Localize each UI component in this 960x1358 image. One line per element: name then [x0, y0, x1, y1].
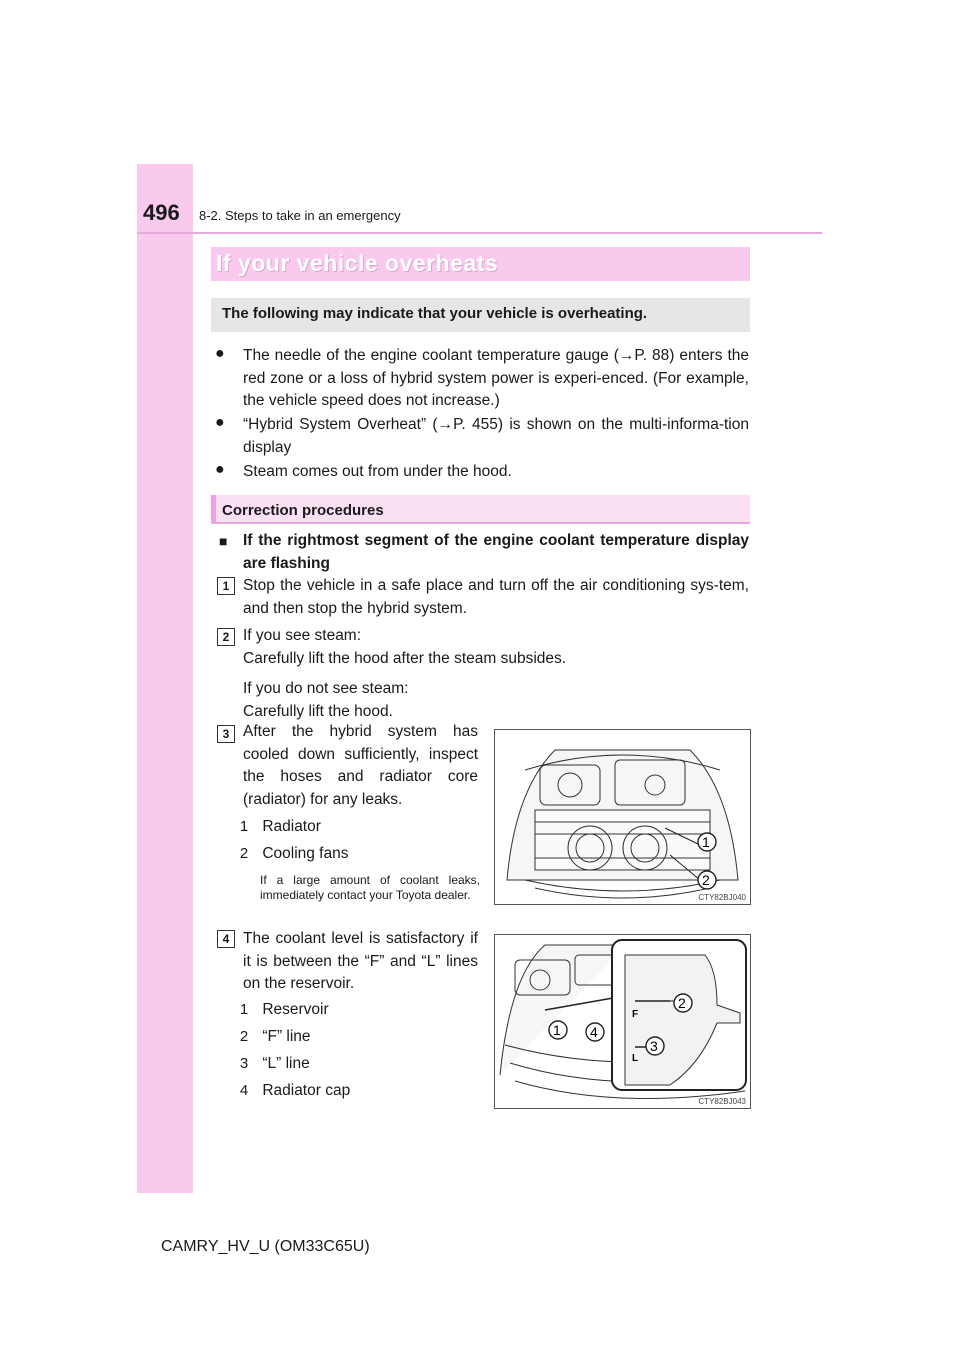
legend-item — [236, 816, 321, 839]
callout-4-label: 4 — [590, 1024, 598, 1040]
legend-item — [236, 1053, 310, 1076]
bullet-item: The needle of the engine coolant temperature gauge (→P. 88) enters the red zone or a loss of hybrid system power is experi-enced. (For example, the vehicle speed does not increase.) — [243, 347, 749, 409]
header-rule — [137, 232, 822, 234]
figure-id: CTY82BJ040 — [698, 893, 746, 902]
callout-2-label: 2 — [678, 995, 686, 1011]
legend-label: Radiator cap — [262, 1082, 351, 1099]
legend-num: 4 — [239, 1082, 249, 1099]
bullet-item: “Hybrid System Overheat” (→P. 455) is shown on the multi-informa-tion display — [243, 416, 749, 456]
legend-label: Reservoir — [262, 1001, 329, 1018]
legend-label: “L” line — [262, 1055, 310, 1072]
figure-id: CTY82BJ043 — [698, 1097, 746, 1106]
step-4-text: The coolant level is satisfactory if it is between the “F” and “L” lines on the reservoir. — [243, 930, 478, 992]
square-glyph: ■ — [219, 533, 228, 549]
engine-bay-illustration — [495, 730, 750, 904]
correction-underline — [211, 522, 750, 524]
step-2-line: Carefully lift the hood after the steam subsides. — [243, 649, 567, 667]
callout-2-label: 2 — [702, 872, 710, 888]
sidebar-band — [137, 164, 193, 1193]
step-3-text: After the hybrid system has cooled down sufficiently, inspect the hoses and radiator core (radiator) for any leaks. — [243, 723, 478, 808]
correction-heading: Correction procedures — [222, 502, 384, 519]
step-2-line: If you see steam: — [243, 627, 362, 644]
legend-item — [236, 843, 348, 866]
procedure-subheading: If the rightmost segment of the engine coolant temperature display are flashing — [243, 532, 749, 572]
engine-bay-figure — [494, 729, 751, 905]
legend-num: 1 — [239, 1001, 249, 1018]
callout-1-label: 1 — [702, 834, 710, 850]
footer-doc-id: CAMRY_HV_U (OM33C65U) — [161, 1238, 370, 1255]
bullet-item: Steam comes out from under the hood. — [243, 463, 512, 480]
page-number: 496 — [143, 200, 180, 225]
step-2-line: Carefully lift the hood. — [243, 702, 393, 720]
section-title: If your vehicle overheats — [216, 250, 499, 276]
callout-3-label: 3 — [650, 1038, 658, 1054]
bullet-glyph: ● — [215, 345, 225, 362]
chapter-title: 8-2. Steps to take in an emergency — [199, 208, 401, 223]
step-2-line: If you do not see steam: — [243, 680, 409, 697]
legend-item — [236, 1080, 350, 1103]
legend-num: 2 — [239, 1028, 249, 1045]
step-number-box: 1 — [217, 577, 235, 595]
reservoir-figure — [494, 934, 751, 1109]
legend-item — [236, 999, 329, 1022]
step-number-box: 3 — [217, 725, 235, 743]
legend-label: Radiator — [262, 818, 321, 835]
step-number-box: 4 — [217, 930, 235, 948]
legend-num: 3 — [239, 1055, 249, 1072]
callout-1-label: 1 — [553, 1022, 561, 1038]
step-1-text: Stop the vehicle in a safe place and turn off the air conditioning sys-tem, and then stop the hybrid system. — [243, 577, 749, 617]
legend-num: 1 — [239, 818, 249, 835]
intro-heading: The following may indicate that your vehicle is overheating. — [222, 305, 648, 322]
bullet-glyph: ● — [215, 461, 225, 478]
legend-label: Cooling fans — [262, 845, 349, 862]
step-3-note: If a large amount of coolant leaks, immediately contact your Toyota dealer. — [260, 873, 480, 902]
reservoir-illustration — [495, 935, 750, 1108]
legend-item — [236, 1026, 311, 1049]
legend-num: 2 — [239, 845, 249, 862]
legend-label: “F” line — [262, 1028, 311, 1045]
step-2-block — [243, 625, 749, 723]
step-number-box: 2 — [217, 628, 235, 646]
f-line-letter: F — [632, 1009, 639, 1020]
bullet-glyph: ● — [215, 414, 225, 431]
l-line-letter: L — [632, 1053, 639, 1064]
